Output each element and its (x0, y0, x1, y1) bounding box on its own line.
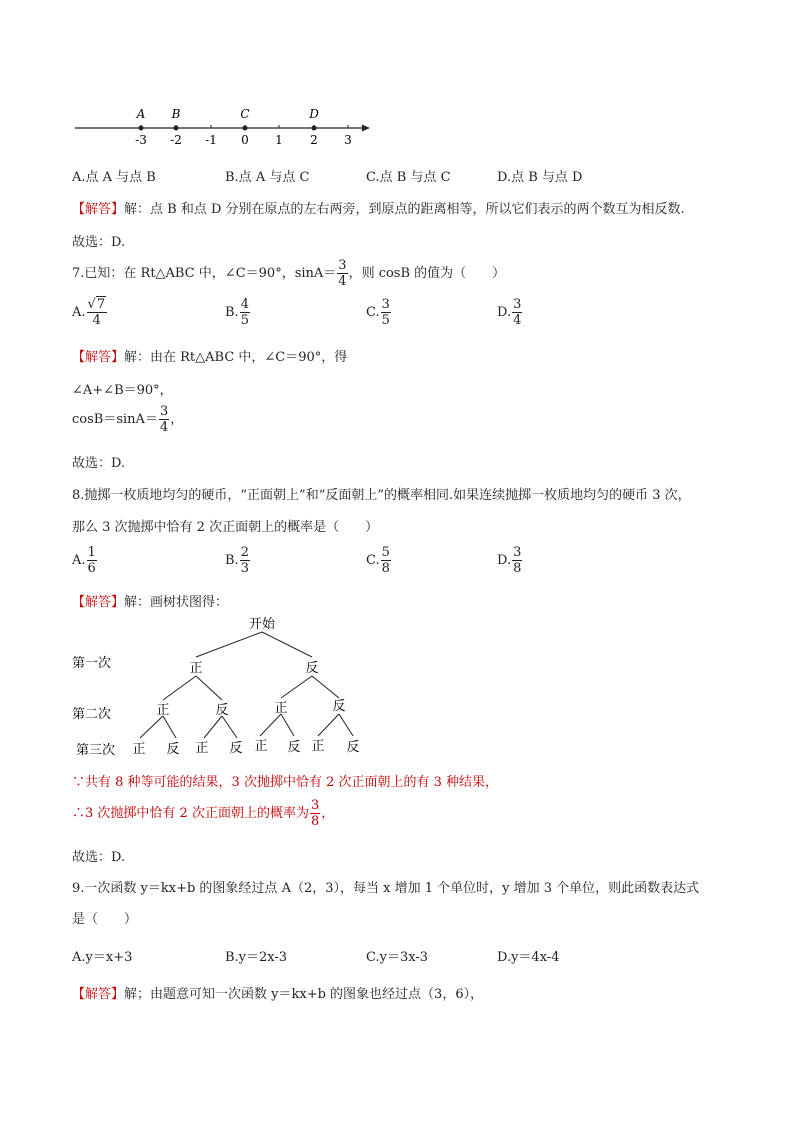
q6-option-a: A.点 A 与点 B (72, 170, 156, 185)
denominator: 4 (92, 313, 101, 328)
q9-option-d: D.y＝4x-4 (497, 950, 560, 965)
option-label: C. (366, 553, 380, 568)
q7-option-b (225, 298, 251, 327)
tree-node: 正 (156, 703, 170, 718)
denominator: 6 (87, 561, 96, 576)
tree-leaf: 正 (254, 739, 268, 754)
fraction (87, 546, 97, 575)
tree-node: 反 (215, 703, 229, 718)
q8-stem-line1: 8.抛掷一枚质地均匀的硬币，“正面朝上”和“反面朝上”的概率相同.如果连续抛掷一枚质地均匀的硬币 3 次， (72, 488, 691, 503)
answer-tag: 【解答】 (72, 202, 125, 217)
answer-text: cosB＝sinA＝ (72, 412, 158, 427)
numerator: 3 (513, 545, 522, 560)
fraction (87, 298, 108, 327)
tree-leaf: 正 (132, 742, 146, 757)
numerator (87, 298, 108, 313)
denominator: 4 (159, 420, 169, 435)
tree-diagram (60, 610, 380, 770)
tree-row-label: 第二次 (72, 707, 112, 722)
denominator: 5 (381, 313, 390, 328)
answer-text: 解：点 B 和点 D 分别在原点的左右两旁，到原点的距离相等，所以它们表示的两个数互为相反数. (124, 202, 685, 217)
q7-stem (72, 259, 505, 288)
tree-node: 反 (305, 661, 319, 676)
q8-option-b (225, 546, 251, 575)
denominator: 8 (513, 561, 522, 576)
numerator: 4 (240, 297, 249, 312)
q9-option-b: B.y＝2x-3 (225, 950, 288, 965)
tree-node: 反 (332, 699, 346, 714)
q8-stem-line2: 那么 3 次抛掷中恰有 2 次正面朝上的概率是（ ） (72, 520, 379, 535)
q8-choice: 故选：D. (72, 850, 126, 865)
tree-row-label: 第一次 (72, 656, 112, 671)
tick-label: -1 (205, 133, 217, 147)
fraction (337, 259, 347, 288)
point-d-dot (312, 126, 317, 131)
answer-tag: 【解答】 (72, 595, 125, 610)
q7-option-a (72, 298, 108, 327)
tree-node: 正 (189, 661, 203, 676)
q8-reason1: ∵共有 8 种等可能的结果，3 次抛掷中恰有 2 次正面朝上的有 3 种结果， (72, 775, 499, 790)
denominator: 3 (240, 561, 249, 576)
option-label: C. (366, 305, 380, 320)
numerator: 3 (513, 297, 522, 312)
numerator: 1 (87, 545, 96, 560)
q7-stem-text: 7.已知：在 Rt△ABC 中，∠C＝90°，sinA＝ (72, 266, 337, 281)
tick-label: -2 (170, 133, 182, 147)
q6-choice: 故选：D. (72, 235, 126, 250)
numerator: 5 (381, 545, 390, 560)
q8-answer (72, 591, 228, 610)
q9-option-a: A.y＝x+3 (72, 950, 133, 965)
q9-stem-line2: 是（ ） (72, 912, 138, 927)
q6-option-d: D.点 B 与点 D (497, 170, 583, 185)
tick-label: 1 (275, 133, 283, 147)
q9-option-c: C.y＝3x-3 (366, 950, 428, 965)
reason-text: ∴3 次抛掷中恰有 2 次正面朝上的概率为 (72, 806, 309, 821)
denominator: 5 (240, 313, 249, 328)
denominator: 4 (338, 274, 347, 289)
q7-answer (72, 346, 347, 365)
answer-text: 解；由题意可知一次函数 y＝kx+b 的图象也经过点（3，6）， (124, 987, 484, 1002)
tick-label: 2 (310, 133, 318, 147)
point-label-d: D (309, 107, 319, 121)
option-label: A. (72, 305, 86, 320)
fraction (512, 546, 522, 575)
q7-answer-line2: ∠A+∠B＝90°， (72, 383, 173, 398)
numerator: 3 (310, 798, 320, 813)
number-line (70, 104, 380, 150)
q7-option-c (366, 298, 392, 327)
q7-stem-tail: ，则 cosB 的值为（ ） (348, 266, 506, 281)
q8-option-c (366, 546, 392, 575)
answer-text: 解：由在 Rt△ABC 中，∠C＝90°，得 (124, 350, 348, 365)
answer-tag: 【解答】 (72, 350, 125, 365)
option-label: B. (225, 305, 239, 320)
reason-text: ， (321, 806, 335, 821)
option-label: D. (497, 553, 512, 568)
answer-text: 解：画树状图得： (124, 595, 229, 610)
tree-leaf: 正 (311, 739, 325, 754)
tree-leaf: 反 (166, 742, 180, 757)
numerator: 3 (159, 404, 169, 419)
tree-leaf: 反 (229, 741, 243, 756)
point-label-b: B (171, 107, 181, 121)
fraction (159, 405, 169, 434)
q6-option-c: C.点 B 与点 C (366, 170, 451, 185)
tree-node: 正 (274, 701, 288, 716)
numerator: 3 (381, 297, 390, 312)
arrow-right-icon (362, 125, 370, 132)
q8-option-a (72, 546, 98, 575)
option-label: D. (497, 305, 512, 320)
fraction (240, 546, 250, 575)
point-label-c: C (240, 107, 250, 121)
tree-root: 开始 (248, 617, 276, 632)
tree-leaf: 反 (287, 740, 301, 755)
option-label: B. (225, 553, 239, 568)
q7-option-d (497, 298, 523, 327)
q8-reason2 (72, 799, 334, 828)
radicand: 7 (96, 297, 106, 312)
denominator: 8 (381, 561, 390, 576)
fraction (381, 298, 391, 327)
fraction (381, 546, 391, 575)
q7-choice: 故选：D. (72, 456, 126, 471)
q7-answer-line3 (72, 405, 183, 434)
tree-leaf: 正 (195, 741, 209, 756)
q9-answer (72, 983, 483, 1002)
sqrt-icon: √ (87, 297, 96, 312)
q9-stem-line1: 9.一次函数 y＝kx+b 的图象经过点 A（2，3），每当 x 增加 1 个单位时，y 增加 3 个单位，则此函数表达式 (72, 881, 700, 896)
denominator: 8 (310, 814, 320, 829)
tick-label: -3 (135, 133, 147, 147)
q8-option-d (497, 546, 523, 575)
denominator: 4 (513, 313, 522, 328)
point-a-dot (139, 126, 144, 131)
answer-text: ， (170, 412, 184, 427)
tick-label: 3 (344, 133, 352, 147)
answer-tag: 【解答】 (72, 987, 125, 1002)
numerator: 2 (240, 545, 249, 560)
point-b-dot (174, 126, 179, 131)
q6-option-b: B.点 A 与点 C (225, 170, 310, 185)
fraction (512, 298, 522, 327)
tree-row-label: 第三次 (76, 743, 116, 758)
fraction (240, 298, 250, 327)
tick-label: 0 (241, 133, 249, 147)
option-label: A. (72, 553, 86, 568)
numerator: 3 (338, 258, 347, 273)
tree-edges (140, 632, 353, 738)
point-c-dot (243, 126, 248, 131)
q6-answer (72, 198, 685, 217)
point-label-a: A (136, 107, 146, 121)
fraction (310, 799, 320, 828)
tree-leaf: 反 (346, 740, 360, 755)
